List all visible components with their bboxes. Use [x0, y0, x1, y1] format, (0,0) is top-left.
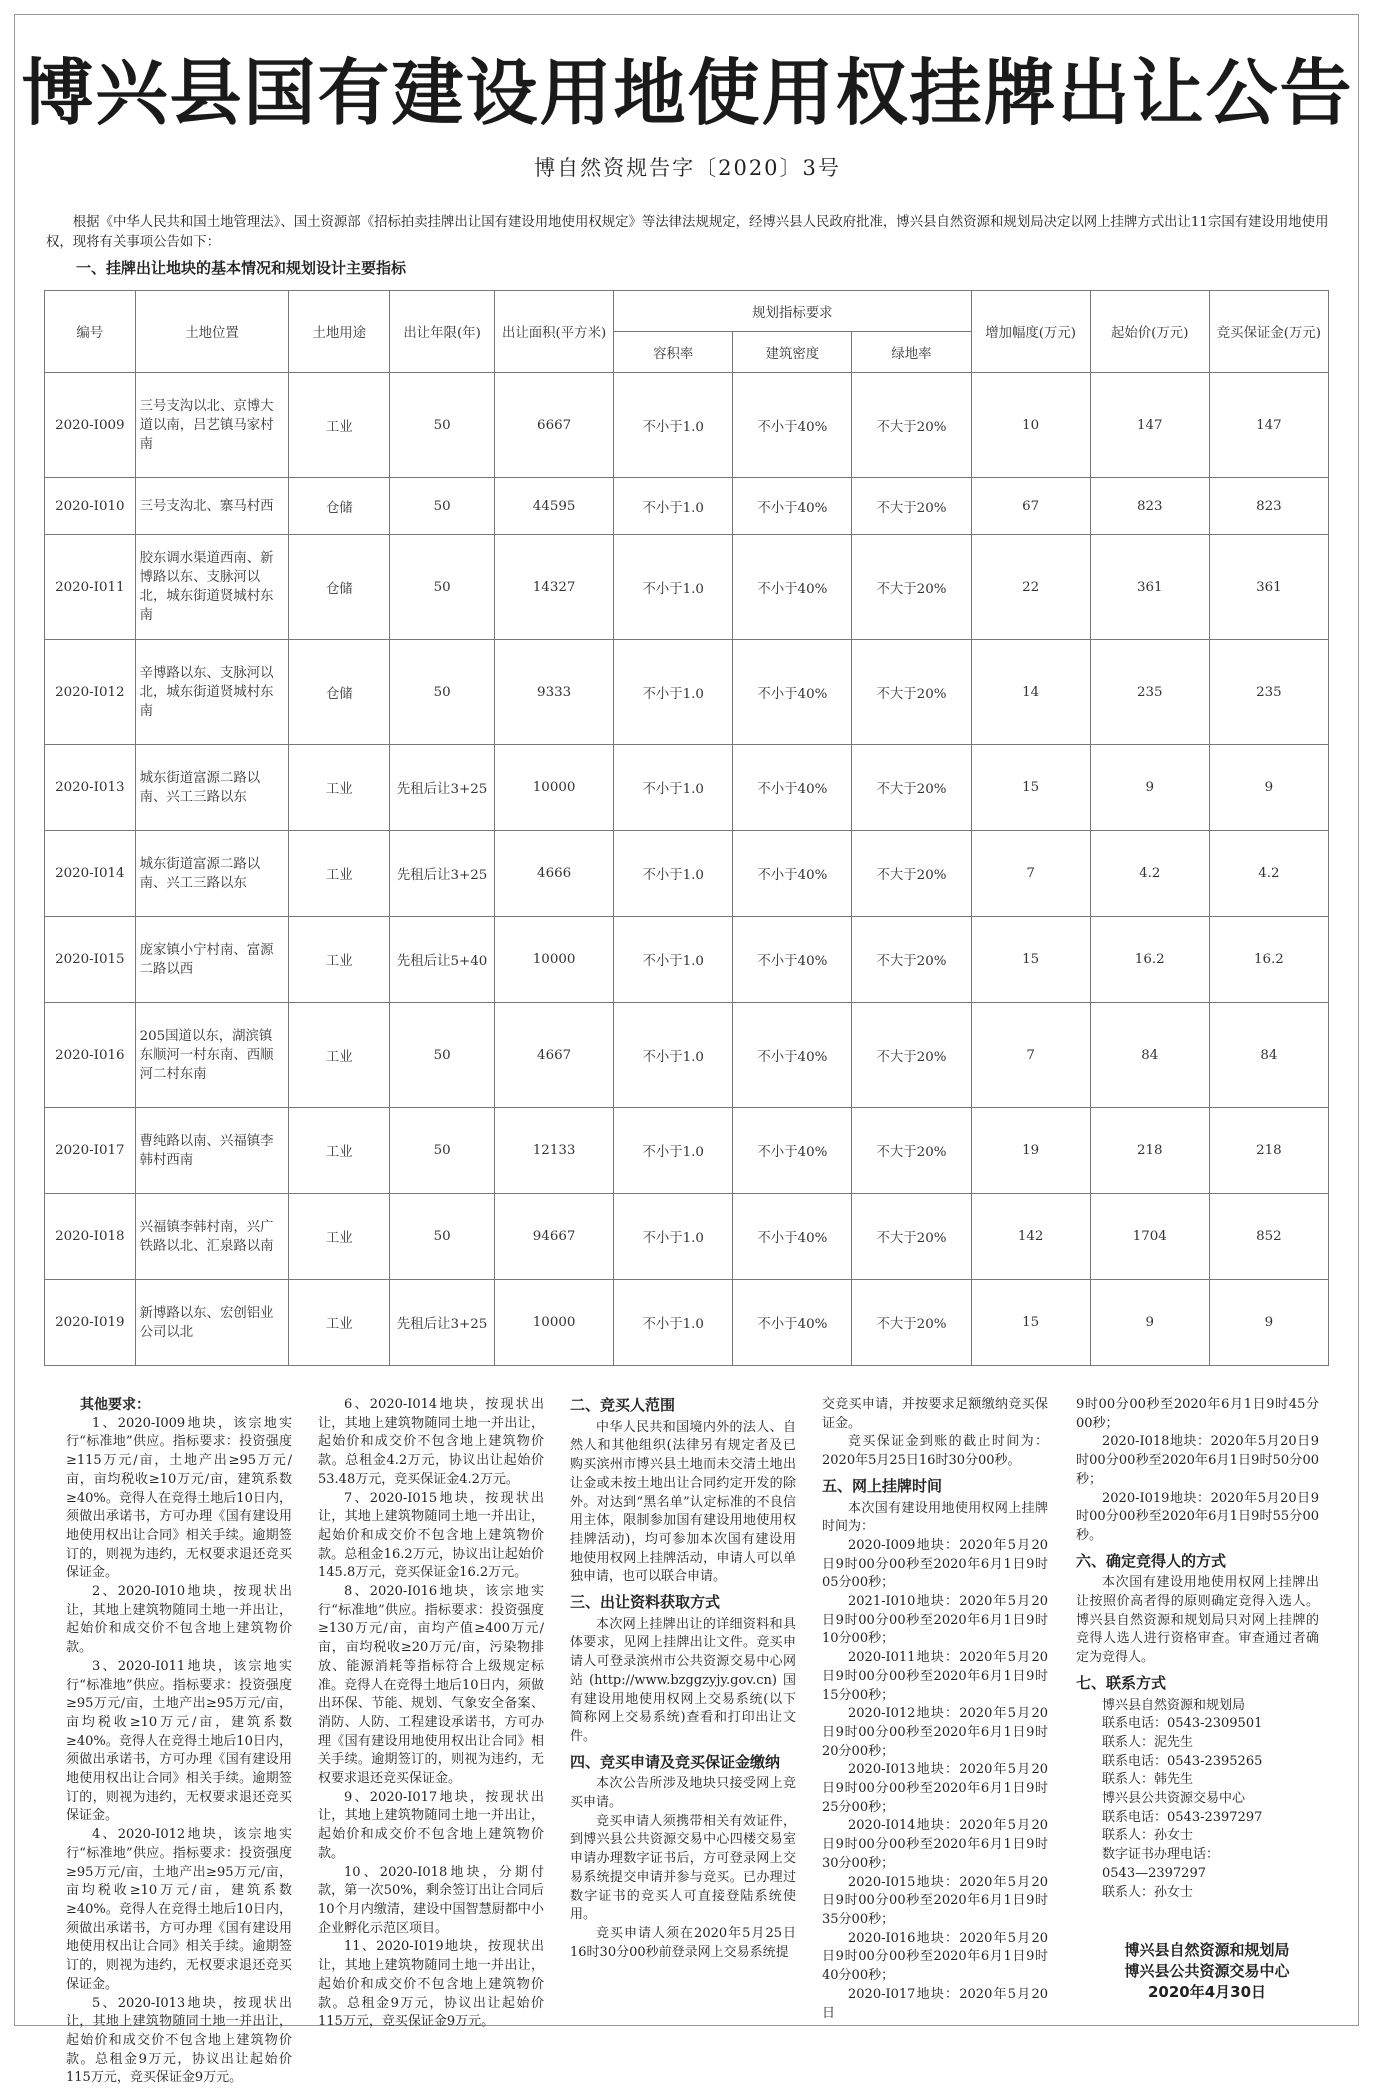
cell-years: 50 [390, 1194, 495, 1280]
requirement-item: 6、2020-I014地块，按现状出让，其地上建筑物随同土地一并出让，起始价和成交价不包含地上建筑物价款。总租金4.2万元，协议出让起始价53.48万元，竞买保证金4.2万元。 [318, 1396, 544, 1490]
header-use: 土地用途 [289, 291, 390, 373]
cell-green: 不大于20% [852, 1003, 971, 1108]
signature-org-2: 博兴县公共资源交易中心 [1082, 1961, 1332, 1982]
column-other-requirements [66, 1396, 292, 2088]
contact-line: 联系人：孙女士 [1076, 1827, 1319, 1846]
cell-deposit: 852 [1209, 1194, 1328, 1280]
table-row [45, 1194, 1329, 1280]
column-section-5 [822, 1396, 1048, 2023]
cell-years: 先租后让3+25 [390, 745, 495, 831]
table-row [45, 917, 1329, 1003]
cell-years: 50 [390, 478, 495, 535]
schedule-item: 2021-I010地块：2020年5月20日9时00分00秒至2020年6月1日9时10分00秒； [822, 1593, 1048, 1649]
cell-start: 84 [1090, 1003, 1209, 1108]
cell-use: 工业 [289, 745, 390, 831]
cell-area: 44595 [495, 478, 614, 535]
cell-location: 三号支沟北、寨马村西 [135, 478, 289, 535]
cell-use: 工业 [289, 1194, 390, 1280]
cell-area: 10000 [495, 1280, 614, 1366]
cell-id: 2020-I019 [45, 1280, 136, 1366]
header-green: 绿地率 [852, 332, 971, 373]
section4-title: 四、竞买申请及竞买保证金缴纳 [570, 1753, 796, 1772]
cell-years: 50 [390, 1108, 495, 1194]
schedule-item: 9时00分00秒至2020年6月1日9时45分00秒； [1076, 1396, 1319, 1433]
section5-title: 五、网上挂牌时间 [822, 1477, 1048, 1496]
cell-id: 2020-I018 [45, 1194, 136, 1280]
cell-far: 不小于1.0 [614, 1108, 733, 1194]
cell-years: 先租后让3+25 [390, 1280, 495, 1366]
cell-increment: 22 [971, 535, 1090, 640]
cell-start: 147 [1090, 373, 1209, 478]
section3-text: 本次网上挂牌出让的详细资料和具体要求，见网上挂牌出让文件。竞买申请人可登录滨州市公共资源交易中心网站(http://www.bzggzyjy.gov.cn)国有建设用地使用权网上交易系统(以下简称网上交易系统)查看和打印出让文件。 [570, 1616, 796, 1747]
page-title: 博兴县国有建设用地使用权挂牌出让公告 [0, 48, 1375, 138]
cell-density: 不小于40% [733, 373, 852, 478]
cell-area: 6667 [495, 373, 614, 478]
cell-location: 城东街道富源二路以南、兴工三路以东 [135, 745, 289, 831]
cell-id: 2020-I016 [45, 1003, 136, 1108]
cell-deposit: 9 [1209, 1280, 1328, 1366]
cell-deposit: 4.2 [1209, 831, 1328, 917]
requirement-item: 9、2020-I017地块，按现状出让，其地上建筑物随同土地一并出让，起始价和成交价不包含地上建筑物价款。 [318, 1789, 544, 1864]
table-row [45, 535, 1329, 640]
cell-area: 9333 [495, 640, 614, 745]
cell-years: 先租后让3+25 [390, 831, 495, 917]
requirement-item: 3、2020-I011地块，该宗地实行“标准地”供应。指标要求：投资强度≥95万元/亩，土地产出≥95万元/亩，亩均税收≥10万元/亩，建筑系数≥40%。竞得人在竞得土地后10日内，须做出承诺书，方可办理《国有建设用地使用权出让合同》相关手续。逾期签订的，则视为违约，无权要求退还竞买保证金。 [66, 1658, 292, 1826]
header-id: 编号 [45, 291, 136, 373]
cell-use: 工业 [289, 1108, 390, 1194]
requirement-item: 10、2020-I018地块，分期付款，第一次50%，剩余签订出让合同后10个月内缴清，建设中国智慧厨都中小企业孵化示范区项目。 [318, 1864, 544, 1939]
cell-use: 工业 [289, 917, 390, 1003]
cell-area: 10000 [495, 745, 614, 831]
table-row [45, 831, 1329, 917]
table-row [45, 373, 1329, 478]
contact-line: 联系人：孙女士 [1076, 1884, 1319, 1903]
cell-green: 不大于20% [852, 373, 971, 478]
header-area: 出让面积(平方米) [495, 291, 614, 373]
cell-green: 不大于20% [852, 1108, 971, 1194]
section6-text: 本次国有建设用地使用权网上挂牌出让按照价高者得的原则确定竞得入选人。博兴县自然资源和规划局只对网上挂牌的竞得人选人进行资格审查。审查通过者确定为竞得人。 [1076, 1574, 1319, 1668]
cell-increment: 19 [971, 1108, 1090, 1194]
other-requirements-heading: 其他要求： [66, 1396, 292, 1415]
header-deposit: 竞买保证金(万元) [1209, 291, 1328, 373]
contact-line: 联系电话：0543-2395265 [1076, 1753, 1319, 1772]
header-far: 容积率 [614, 332, 733, 373]
cell-years: 50 [390, 640, 495, 745]
requirement-item: 2、2020-I010地块，按现状出让，其地上建筑物随同土地一并出让，起始价和成交价不包含地上建筑物价款。 [66, 1583, 292, 1658]
cell-area: 10000 [495, 917, 614, 1003]
header-plan: 规划指标要求 [614, 291, 971, 332]
table-row [45, 745, 1329, 831]
schedule-item: 2020-I016地块：2020年5月20日9时00分00秒至2020年6月1日9时40分00秒； [822, 1930, 1048, 1986]
cell-years: 先租后让5+40 [390, 917, 495, 1003]
cell-start: 9 [1090, 1280, 1209, 1366]
signature-block [1082, 1940, 1332, 2003]
contact-line: 博兴县自然资源和规划局 [1076, 1697, 1319, 1716]
table-row [45, 1108, 1329, 1194]
cell-location: 辛博路以东、支脉河以北，城东街道贤城村东南 [135, 640, 289, 745]
cell-location: 胶东调水渠道西南、新博路以东、支脉河以北，城东街道贤城村东南 [135, 535, 289, 640]
cell-area: 4666 [495, 831, 614, 917]
section4-text: 本次公告所涉及地块只接受网上竞买申请。 [570, 1775, 796, 1812]
table-row [45, 1280, 1329, 1366]
cell-location: 城东街道富源二路以南、兴工三路以东 [135, 831, 289, 917]
cell-green: 不大于20% [852, 535, 971, 640]
cell-increment: 7 [971, 1003, 1090, 1108]
schedule-item: 2020-I015地块：2020年5月20日9时00分00秒至2020年6月1日9时35分00秒； [822, 1874, 1048, 1930]
signature-org-1: 博兴县自然资源和规划局 [1082, 1940, 1332, 1961]
cell-id: 2020-I015 [45, 917, 136, 1003]
cell-years: 50 [390, 1003, 495, 1108]
requirement-item: 5、2020-I013地块，按现状出让，其地上建筑物随同土地一并出让，起始价和成交价不包含地上建筑物价款。总租金9万元，协议出让起始价115万元，竞买保证金9万元。 [66, 1995, 292, 2088]
cell-area: 12133 [495, 1108, 614, 1194]
signature-date: 2020年4月30日 [1082, 1982, 1332, 2003]
contact-line: 数字证书办理电话： [1076, 1846, 1319, 1865]
cell-start: 235 [1090, 640, 1209, 745]
schedule-item: 2020-I017地块：2020年5月20日 [822, 1986, 1048, 2023]
cell-start: 361 [1090, 535, 1209, 640]
cell-deposit: 218 [1209, 1108, 1328, 1194]
column-sections-2-4 [570, 1390, 796, 1962]
schedule-item: 2020-I009地块：2020年5月20日9时00分00秒至2020年6月1日9时05分00秒； [822, 1537, 1048, 1593]
requirement-item: 1、2020-I009地块，该宗地实行“标准地”供应。指标要求：投资强度≥115万元/亩，土地产出≥95万元/亩，亩均税收≥10万元/亩，建筑系数≥40%。竞得人在竞得土地后10日内，须做出承诺书，方可办理《国有建设用地使用权出让合同》相关手续。逾期签订的，则视为违约，无权要求退还竞买保证金。 [66, 1415, 292, 1583]
section2-text: 中华人民共和国境内外的法人、自然人和其他组织(法律另有规定者及已购买滨州市博兴县土地而未交清土地出让金或未按土地出让合同约定开发的除外。对达到“黑名单”认定标准的不良信用主体，限制参加国有建设用地使用权挂牌活动)，均可参加本次国有建设用地使用权网上挂牌活动，申请人可以单独申请，也可以联合申请。 [570, 1419, 796, 1587]
cell-increment: 15 [971, 745, 1090, 831]
section7-title: 七、联系方式 [1076, 1674, 1319, 1693]
cell-use: 仓储 [289, 478, 390, 535]
cell-green: 不大于20% [852, 640, 971, 745]
schedule-item: 2020-I014地块：2020年5月20日9时00分00秒至2020年6月1日9时30分00秒； [822, 1817, 1048, 1873]
section5-intro: 本次国有建设用地使用权网上挂牌时间为： [822, 1500, 1048, 1537]
cell-density: 不小于40% [733, 640, 852, 745]
cell-far: 不小于1.0 [614, 1280, 733, 1366]
requirement-item: 8、2020-I016地块，该宗地实行“标准地”供应。指标要求：投资强度≥130万元/亩，亩均产值≥400万元/亩，亩均税收≥20万元/亩，污染物排放、能源消耗等指标符合上级规定标准。竞得人在竞得土地后10日内，须做出环保、节能、规划、气象安全备案、消防、人防、工程建设承诺书，方可办理《国有建设用地使用权出让合同》相关手续。逾期签订的，则视为违约，无权要求退还竞买保证金。 [318, 1583, 544, 1789]
header-start-price: 起始价(万元) [1090, 291, 1209, 373]
contact-line: 联系人：韩先生 [1076, 1771, 1319, 1790]
cell-id: 2020-I012 [45, 640, 136, 745]
cell-deposit: 361 [1209, 535, 1328, 640]
cell-location: 205国道以东，湖滨镇东顺河一村东南、西顺河二村东南 [135, 1003, 289, 1108]
cell-far: 不小于1.0 [614, 1003, 733, 1108]
cell-years: 50 [390, 373, 495, 478]
cell-density: 不小于40% [733, 1280, 852, 1366]
section2-title: 二、竞买人范围 [570, 1396, 796, 1415]
contact-line: 联系电话：0543-2397297 [1076, 1809, 1319, 1828]
table-row [45, 640, 1329, 745]
table-row [45, 1003, 1329, 1108]
document-number: 博自然资规告字〔2020〕3号 [0, 152, 1375, 182]
requirement-item: 11、2020-I019地块，按现状出让，其地上建筑物随同土地一并出让，起始价和成交价不包含地上建筑物价款。总租金9万元，协议出让起始价115万元，竞买保证金9万元。 [318, 1938, 544, 2032]
requirement-item: 4、2020-I012地块，该宗地实行“标准地”供应。指标要求：投资强度≥95万元/亩，土地产出≥95万元/亩，亩均税收≥10万元/亩，建筑系数≥40%。竞得人在竞得土地后10日内，须做出承诺书，方可办理《国有建设用地使用权出让合同》相关手续。逾期签订的，则视为违约，无权要求退还竞买保证金。 [66, 1826, 292, 1994]
deposit-deadline: 竞买保证金到账的截止时间为：2020年5月25日16时30分00秒。 [822, 1433, 1048, 1470]
cell-deposit: 235 [1209, 640, 1328, 745]
header-location: 土地位置 [135, 291, 289, 373]
intro-paragraph: 根据《中华人民共和国土地管理法》、国土资源部《招标拍卖挂牌出让国有建设用地使用权规定》等法律法规规定，经博兴县人民政府批准，博兴县自然资源和规划局决定以网上挂牌方式出让11宗国有建设用地使用权，现将有关事项公告如下： [46, 213, 1329, 253]
cell-start: 16.2 [1090, 917, 1209, 1003]
cell-green: 不大于20% [852, 1280, 971, 1366]
cell-use: 工业 [289, 831, 390, 917]
cell-location: 新博路以东、宏创铝业公司以北 [135, 1280, 289, 1366]
cell-green: 不大于20% [852, 1194, 971, 1280]
cell-density: 不小于40% [733, 1194, 852, 1280]
cell-start: 9 [1090, 745, 1209, 831]
cell-density: 不小于40% [733, 478, 852, 535]
cell-location: 兴福镇李韩村南，兴广铁路以北、汇泉路以南 [135, 1194, 289, 1280]
cell-start: 1704 [1090, 1194, 1209, 1280]
cell-area: 14327 [495, 535, 614, 640]
contact-line: 联系人：泥先生 [1076, 1734, 1319, 1753]
cell-use: 仓储 [289, 535, 390, 640]
cell-start: 4.2 [1090, 831, 1209, 917]
cell-density: 不小于40% [733, 535, 852, 640]
cell-green: 不大于20% [852, 745, 971, 831]
header-density: 建筑密度 [733, 332, 852, 373]
cell-id: 2020-I009 [45, 373, 136, 478]
section4-text: 竞买申请人须携带相关有效证件，到博兴县公共资源交易中心四楼交易室申请办理数字证书后，方可登录网上交易系统提交申请并参与竞买。已办理过数字证书的竞买人可直接登陆系统使用。 [570, 1813, 796, 1925]
cell-deposit: 84 [1209, 1003, 1328, 1108]
cell-use: 工业 [289, 373, 390, 478]
cell-start: 218 [1090, 1108, 1209, 1194]
section1-title: 一、挂牌出让地块的基本情况和规划设计主要指标 [76, 257, 406, 278]
cell-deposit: 823 [1209, 478, 1328, 535]
cell-far: 不小于1.0 [614, 478, 733, 535]
cell-increment: 15 [971, 1280, 1090, 1366]
cell-green: 不大于20% [852, 478, 971, 535]
schedule-item: 2020-I013地块：2020年5月20日9时00分00秒至2020年6月1日9时25分00秒； [822, 1761, 1048, 1817]
cell-deposit: 147 [1209, 373, 1328, 478]
column-sections-6-7 [1076, 1396, 1319, 1902]
cell-density: 不小于40% [733, 917, 852, 1003]
schedule-item: 2020-I011地块：2020年5月20日9时00分00秒至2020年6月1日9时15分00秒； [822, 1649, 1048, 1705]
cell-green: 不大于20% [852, 831, 971, 917]
header-years: 出让年限(年) [390, 291, 495, 373]
cell-increment: 14 [971, 640, 1090, 745]
cell-id: 2020-I011 [45, 535, 136, 640]
cell-location: 曹纯路以南、兴福镇李韩村西南 [135, 1108, 289, 1194]
schedule-item: 2020-I019地块：2020年5月20日9时00分00秒至2020年6月1日9时55分00秒。 [1076, 1490, 1319, 1546]
cell-use: 仓储 [289, 640, 390, 745]
cell-id: 2020-I010 [45, 478, 136, 535]
cell-deposit: 9 [1209, 745, 1328, 831]
contact-line: 联系电话：0543-2309501 [1076, 1715, 1319, 1734]
cell-increment: 10 [971, 373, 1090, 478]
cell-density: 不小于40% [733, 831, 852, 917]
cell-increment: 67 [971, 478, 1090, 535]
land-table [44, 290, 1329, 1366]
contact-line: 0543—2397297 [1076, 1865, 1319, 1884]
cell-location: 庞家镇小宁村南、富源二路以西 [135, 917, 289, 1003]
cell-far: 不小于1.0 [614, 1194, 733, 1280]
cell-density: 不小于40% [733, 1108, 852, 1194]
section3-title: 三、出让资料获取方式 [570, 1593, 796, 1612]
section6-title: 六、确定竞得人的方式 [1076, 1552, 1319, 1571]
table-row [45, 478, 1329, 535]
header-increment: 增加幅度(万元) [971, 291, 1090, 373]
cell-far: 不小于1.0 [614, 373, 733, 478]
cell-use: 工业 [289, 1003, 390, 1108]
cell-far: 不小于1.0 [614, 745, 733, 831]
cell-location: 三号支沟以北、京博大道以南，吕艺镇马家村南 [135, 373, 289, 478]
schedule-item: 2020-I018地块：2020年5月20日9时00分00秒至2020年6月1日9时50分00秒； [1076, 1433, 1319, 1489]
cell-increment: 7 [971, 831, 1090, 917]
cell-far: 不小于1.0 [614, 831, 733, 917]
cell-area: 94667 [495, 1194, 614, 1280]
cell-start: 823 [1090, 478, 1209, 535]
cell-far: 不小于1.0 [614, 535, 733, 640]
contact-line: 博兴县公共资源交易中心 [1076, 1790, 1319, 1809]
cell-far: 不小于1.0 [614, 917, 733, 1003]
contact-list [1076, 1697, 1319, 1903]
requirement-item: 7、2020-I015地块，按现状出让，其地上建筑物随同土地一并出让，起始价和成交价不包含地上建筑物价款。总租金16.2万元，协议出让起始价145.8万元，竞买保证金16.2万元。 [318, 1490, 544, 1584]
column-requirements-cont [318, 1396, 544, 2032]
cell-far: 不小于1.0 [614, 640, 733, 745]
cell-density: 不小于40% [733, 745, 852, 831]
cell-green: 不大于20% [852, 917, 971, 1003]
cell-density: 不小于40% [733, 1003, 852, 1108]
cell-increment: 142 [971, 1194, 1090, 1280]
cell-id: 2020-I017 [45, 1108, 136, 1194]
section4-text: 竞买申请人须在2020年5月25日16时30分00秒前登录网上交易系统提 [570, 1925, 796, 1962]
cell-years: 50 [390, 535, 495, 640]
cell-deposit: 16.2 [1209, 917, 1328, 1003]
cell-id: 2020-I013 [45, 745, 136, 831]
deposit-text: 交竞买申请，并按要求足额缴纳竞买保证金。 [822, 1396, 1048, 1433]
cell-increment: 15 [971, 917, 1090, 1003]
schedule-item: 2020-I012地块：2020年5月20日9时00分00秒至2020年6月1日9时20分00秒； [822, 1705, 1048, 1761]
cell-use: 工业 [289, 1280, 390, 1366]
cell-area: 4667 [495, 1003, 614, 1108]
cell-id: 2020-I014 [45, 831, 136, 917]
